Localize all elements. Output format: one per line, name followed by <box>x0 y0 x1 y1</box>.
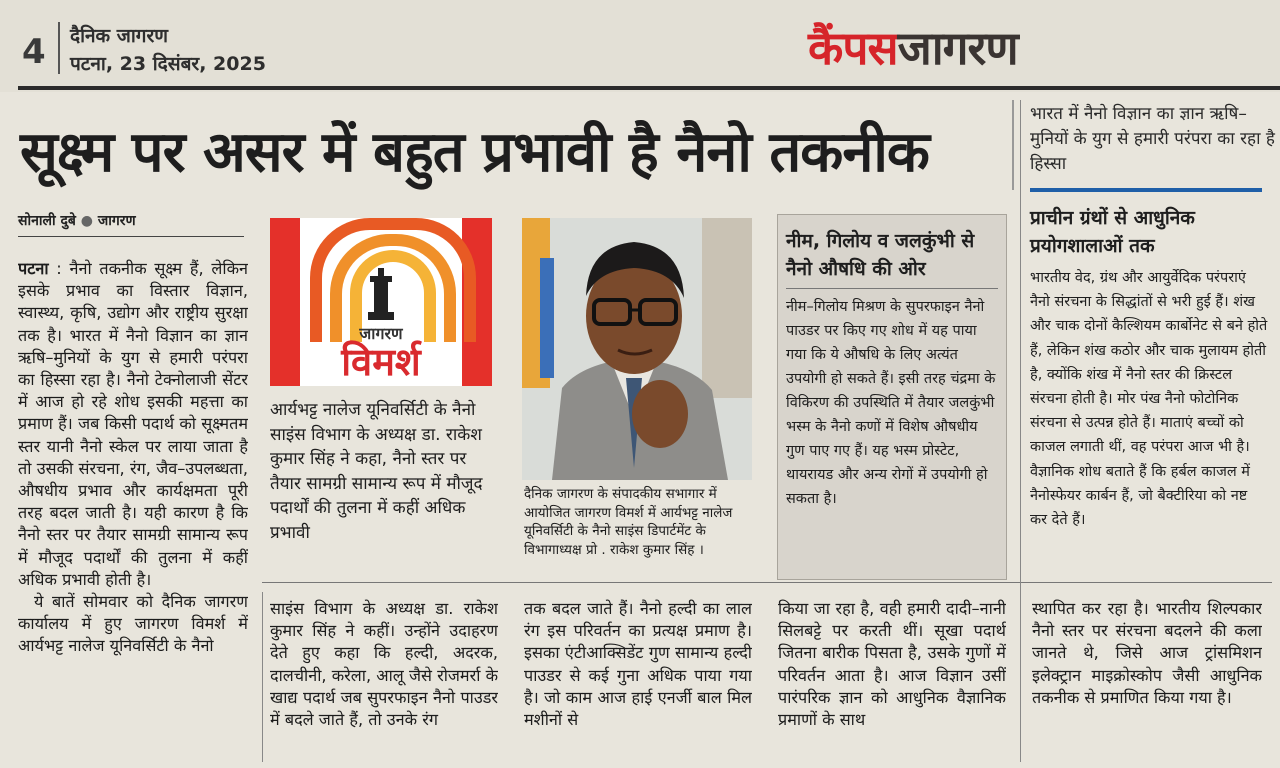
headline: सूक्ष्म पर असर में बहुत प्रभावी है नैनो तकनीक <box>20 120 929 185</box>
masthead-rule <box>18 86 1280 90</box>
masthead <box>0 0 1280 92</box>
article-column-5: स्थापित कर रहा है। भारतीय शिल्पकार नैनो स्तर पर संरचना बदलने की कला जानते थे, जिसे आज ट्रांसमिशन इलेक्ट्रान माइक्रोस्कोप जैसी आधुनिक तकनीक से प्रमाणित किया गया है। <box>1032 599 1262 707</box>
logo-panel <box>300 218 462 386</box>
sidebar-box-title: नीम, गिलोय व जलकुंभी से नैनो औषधि की ओर <box>786 230 975 280</box>
logo-vimarsh-text: विमर्श <box>341 340 421 384</box>
sidebar-box-body: नीम–गिलोय मिश्रण के सुपरफाइन नैनो पाउडर पर किए गए शोध में यह पाया गया कि ये औषधि के लिए अत्यंत उपयोगी हो सकते हैं। इसी तरह चंद्रमा के विकिरण की उपस्थिति में तैयार जलकुंभी भस्म के नैनो कणों में विशेष औषधीय गुण पाए गए हैं। यह भस्म प्रोस्टेट, थायरायड और अन्य रोगों में उपयोगी हो सकता है। <box>786 299 996 507</box>
pull-quote: आर्यभट्ट नालेज यूनिवर्सिटी के नैनो साइंस विभाग के अध्यक्ष डा. राकेश कुमार सिंह ने कहा, नैनो स्तर पर तैयार सामग्री सामान्य रूप में मौजूद पदार्थों की तुलना में कहीं अधिक प्रभावी <box>270 400 483 543</box>
speaker-photo <box>522 218 752 480</box>
jagran-vimarsh-logo <box>270 218 492 386</box>
brand-part-2: जागरण <box>897 21 1018 75</box>
place-label: पटना <box>18 259 49 278</box>
article-column-1 <box>18 258 248 758</box>
newspaper-name: दैनिक जागरण <box>70 25 168 47</box>
dateline: पटना, 23 दिसंबर, 2025 <box>70 53 266 75</box>
portrait-image <box>522 218 752 480</box>
right-column-title: प्राचीन ग्रंथों से आधुनिक प्रयोगशालाओं तक <box>1030 207 1195 257</box>
bullet-icon: ● <box>80 213 93 229</box>
right-column-body: भारतीय वेद, ग्रंथ और आयुर्वेदिक परंपराएं नैनो संरचना के सिद्धांतों से भरी हुई हैं। शंख और चाक दोनों कैल्शियम कार्बोनेट से बने होते हैं, लेकिन शंख कठोर और चाक मुलायम होती है, क्योंकि शंख में नैनो स्तर की क्रिस्टल संरचना होती है। मोर पंख नैनो फोटोनिक संरचना से उत्पन्न होते हैं। माताएं बच्चों को काजल लगाती थीं, वह परंपरा आज भी है। वैज्ञानिक शोध बताते हैं कि हर्बल काजल में नैनोस्फेयर कार्बन हैं, जो बैक्टीरिया को नष्ट कर देते हैं। <box>1030 270 1268 529</box>
byline-rule <box>18 236 244 237</box>
logo-jagran-text: जागरण <box>359 324 403 343</box>
column-1-body-2: ये बातें सोमवार को दैनिक जागरण कार्यालय में हुए जागरण विमर्श में आर्यभट्ट नालेज यूनिवर्सिटी के नैनो <box>18 592 248 656</box>
deck-rule <box>1030 188 1262 192</box>
section-rule <box>262 582 1272 583</box>
column-separator <box>1020 100 1021 762</box>
sidebar-box-rule <box>786 288 998 289</box>
article-column-4: किया जा रहा है, वही हमारी दादी–नानी सिलबट्टे पर करती थीं। सूखा पदार्थ जितना बारीक पिसता है, उसके गुणों में परिवर्तन आता है। आज विज्ञान उसीं पारंपरिक ज्ञान को आधुनिक वैज्ञानिक प्रमाणों के साथ <box>778 599 1006 730</box>
podium-icon <box>364 268 398 320</box>
deck-divider <box>1012 100 1014 190</box>
section-brand <box>808 16 1018 78</box>
deck: भारत में नैनो विज्ञान का ज्ञान ऋषि–मुनियों के युग से हमारी परंपरा का रहा है हिस्सा <box>1030 104 1275 174</box>
page-number: 4 <box>22 32 46 72</box>
byline <box>18 211 136 230</box>
byline-source: जागरण <box>97 213 136 229</box>
byline-author: सोनाली दुबे <box>18 213 76 229</box>
article-column-2: साइंस विभाग के अध्यक्ष डा. राकेश कुमार सिंह ने कहीं। उन्होंने उदाहरण देते हुए कहा कि हल्दी, अदरक, दालचीनी, करेला, आलू जैसे रोजमर्रा के खाद्य पदार्थ जब सुपरफाइन नैनो पाउडर में बदले जाते हैं, तो उनके रंग <box>270 599 498 730</box>
brand-part-1: कैंपस <box>808 21 898 75</box>
column-1-body: : नैनो तकनीक सूक्ष्म हैं, लेकिन इसके प्रभाव का विस्तार विज्ञान, स्वास्थ्य, कृषि, उद्योग और राष्ट्रीय सुरक्षा तक है। भारत में नैनो विज्ञान का ज्ञान ऋषि–मुनियों के युग से हमारी परंपरा का हिस्सा रहा है। नैनो टेक्नोलाजी सेंटर में आज हो रहे शोध इसकी महत्ता का प्रमाण हैं। जब किसी पदार्थ को सूक्ष्मतम स्तर यानी नैनो स्केल पर लाया जाता है तो उसकी संरचना, रंग, जैव–उपलब्धता, औषधीय प्रभाव और कार्यक्षमता पूरी तरह बदल जाती है। यही कारण है कि नैनो स्तर पर तैयार सामग्री सामान्य रूप में मौजूद पदार्थों की तुलना में कहीं अधिक प्रभावी होती है। <box>18 259 248 589</box>
photo-caption: दैनिक जागरण के संपादकीय सभागार में आयोजित जागरण विमर्श में आर्यभट्ट नालेज यूनिवर्सिटी के नैनो साइंस डिपार्टमेंट के विभागाध्यक्ष प्रो . राकेश कुमार सिंह । <box>524 486 733 558</box>
masthead-divider <box>58 22 60 74</box>
sidebar-box <box>777 214 1007 580</box>
column-separator <box>262 592 263 762</box>
article-column-3: तक बदल जाते हैं। नैनो हल्दी का लाल रंग इस परिवर्तन का प्रत्यक्ष प्रमाण है। इसका एंटीआक्सिडेंट गुण सामान्य हल्दी पाउडर से कई गुना अधिक पाया गया है। जो काम आज हाई एनर्जी बाल मिल मशीनों से <box>524 599 752 730</box>
